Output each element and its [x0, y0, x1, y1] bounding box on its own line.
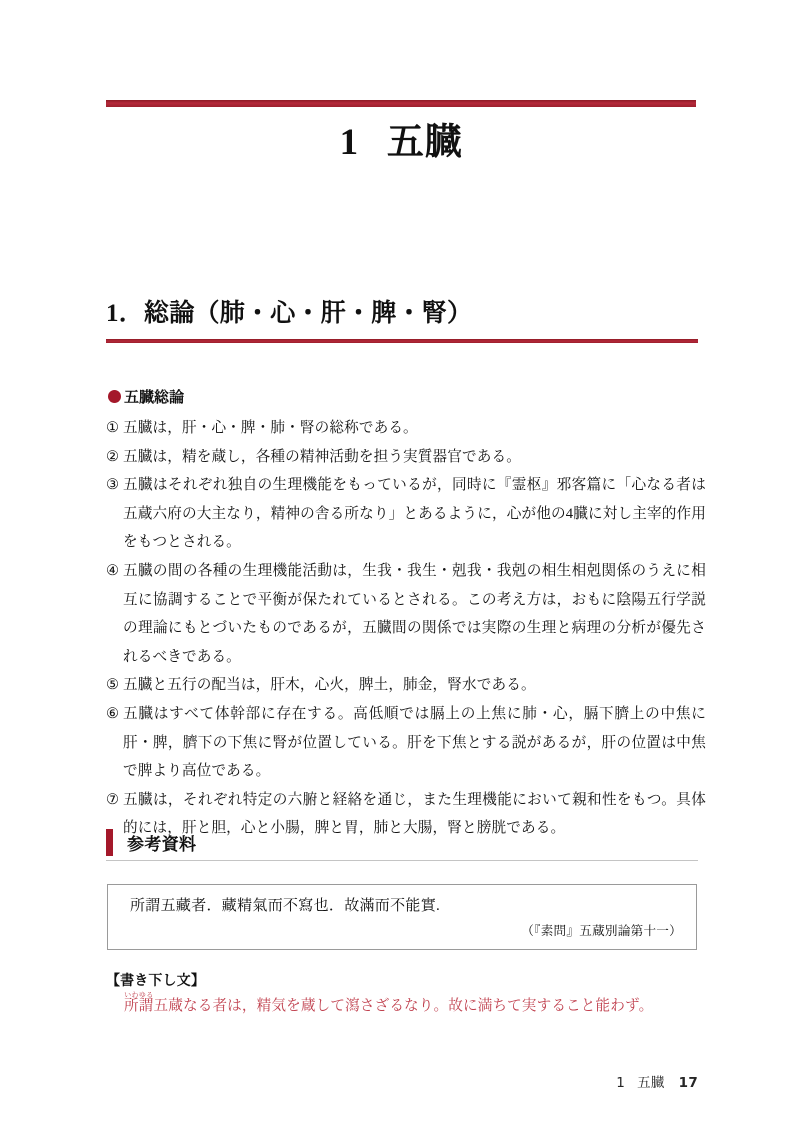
footer-chapter-name: 五臓	[637, 1075, 665, 1091]
reference-section-header	[106, 829, 698, 861]
list-item-text: 五臓は，それぞれ特定の六腑と経絡を通じ，また生理機能において親和性をもつ。具体的には，肝と胆，心と小腸，脾と胃，肺と大腸，腎と膀胱である。	[123, 791, 706, 837]
section-underline-rule	[106, 339, 698, 343]
list-item-marker: ①	[106, 420, 120, 436]
reference-header-divider	[106, 860, 698, 861]
reading-label: 【書き下し文】	[106, 973, 205, 989]
quotation-box	[107, 884, 697, 950]
footer-page-number: 17	[678, 1075, 698, 1091]
reference-section-label: 参考資料	[127, 835, 197, 855]
list-item-text: 五臓は，肝・心・脾・肺・腎の総称である。	[123, 420, 418, 436]
numbered-list	[106, 414, 706, 843]
list-item	[106, 557, 706, 671]
list-item	[106, 414, 706, 443]
list-item	[106, 700, 706, 786]
ruby-base: 所謂	[124, 998, 154, 1014]
list-item-marker: ⑤	[106, 677, 120, 694]
list-item	[106, 443, 706, 472]
chapter-title	[106, 118, 696, 168]
list-item-marker: ⑦	[106, 791, 120, 808]
list-item-marker: ③	[106, 477, 120, 494]
list-item	[106, 471, 706, 557]
ruby-furigana: いわゆる	[124, 991, 154, 999]
subsection-heading	[108, 386, 184, 407]
list-item-marker: ④	[106, 562, 120, 579]
section-heading: 1．総論（肺・心・肝・脾・腎）	[106, 300, 473, 327]
quotation-text: 所謂五藏者．藏精氣而不寫也．故滿而不能實.	[130, 898, 441, 914]
chapter-number: 1	[339, 122, 359, 163]
list-item	[106, 671, 706, 700]
red-accent-bar-icon	[106, 829, 113, 856]
quotation-source: （『素問』五蔵別論第十一）	[521, 923, 682, 938]
reading-rest: 五蔵なる者は，精気を蔵して瀉さざるなり。故に満ちて実すること能わず。	[153, 998, 654, 1014]
filled-circle-bullet-icon	[108, 390, 121, 403]
page-footer	[106, 1071, 698, 1091]
list-item-text: 五臓はそれぞれ独自の生理機能をもっているが，同時に『霊枢』邪客篇に「心なる者は五蔵六府の大主なり，精神の舎る所なり」とあるように，心が他の4臓に対し主宰的作用をもつとされる。	[123, 477, 706, 551]
list-item-text: 五臓は，精を蔵し，各種の精神活動を担う実質器官である。	[123, 448, 521, 465]
chapter-top-rule	[106, 100, 696, 107]
list-item-marker: ②	[106, 448, 120, 465]
ruby-annotation	[124, 991, 154, 1014]
list-item-text: 五臓の間の各種の生理機能活動は，生我・我生・剋我・我剋の相生相剋関係のうえに相互に協調することで平衡が保たれているとされる。この考え方は，おもに陰陽五行学説の理論にもとづいたものであるが，五臓間の関係では実際の生理と病理の分析が優先されるべきである。	[123, 562, 706, 665]
list-item-marker: ⑥	[106, 705, 120, 722]
chapter-name: 五臓	[386, 122, 463, 163]
list-item-text: 五臓と五行の配当は，肝木，心火，脾土，肺金，腎水である。	[123, 677, 536, 694]
list-item-text: 五臓はすべて体幹部に存在する。高低順では膈上の上焦に肺・心，膈下臍上の中焦に肝・脾，臍下の下焦に腎が位置している。肝を下焦とする説があるが，肝の位置は中焦で脾より高位である。	[123, 705, 706, 780]
subsection-heading-label: 五臓総論	[124, 390, 185, 406]
reading-text	[124, 991, 698, 1017]
footer-chapter-number: 1	[616, 1075, 626, 1091]
